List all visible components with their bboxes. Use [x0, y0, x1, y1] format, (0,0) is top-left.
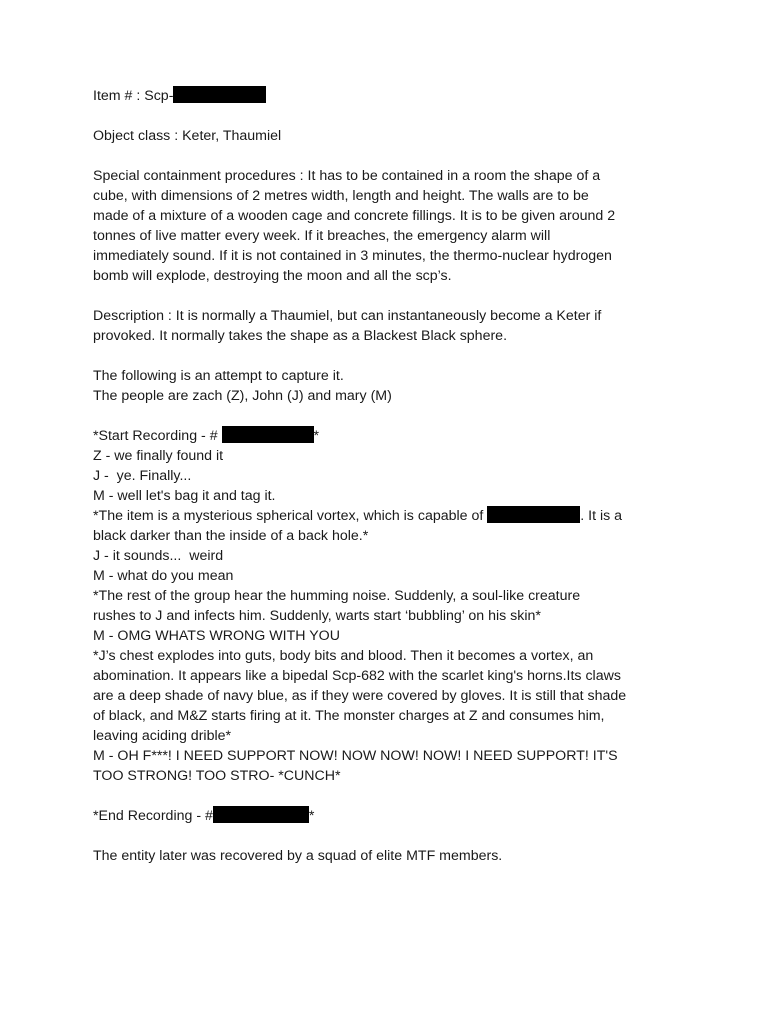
containment-line: tonnes of live matter every week. If it breaches, the emergency alarm will [93, 228, 551, 244]
start-recording-label: *Start Recording - # [93, 428, 222, 444]
containment-line: Special containment procedures : It has to be contained in a room the shape of a [93, 168, 601, 184]
redaction-bar [173, 86, 266, 103]
item-number-line [93, 86, 693, 106]
transcript-line: TOO STRONG! TOO STRO- *CUNCH* [93, 768, 341, 784]
redaction-bar [222, 426, 314, 443]
object-class-line: Object class : Keter, Thaumiel [93, 128, 282, 144]
description-line: Description : It is normally a Thaumiel, but can instantaneously become a Keter if [93, 308, 602, 324]
transcript-line: J - it sounds... weird [93, 548, 224, 564]
containment-line: made of a mixture of a wooden cage and concrete fillings. It is to be given around 2 [93, 208, 616, 224]
transcript-line: black darker than the inside of a back hole.* [93, 528, 369, 544]
transcript-line: rushes to J and infects him. Suddenly, warts start ‘bubbling’ on his skin* [93, 608, 541, 624]
capable-line [93, 506, 693, 526]
transcript-line: are a deep shade of navy blue, as if they were covered by gloves. It is still that shade [93, 688, 627, 704]
end-recording-line [93, 806, 693, 826]
capable-text: *The item is a mysterious spherical vortex, which is capable of [93, 508, 488, 524]
closing-line: The entity later was recovered by a squad of elite MTF members. [93, 848, 503, 864]
redaction-bar [213, 806, 309, 823]
transcript-line: *The rest of the group hear the humming noise. Suddenly, a soul-like creature [93, 588, 581, 604]
attempt-intro: The following is an attempt to capture it. [93, 368, 344, 384]
containment-line: immediately sound. If it is not contained in 3 minutes, the thermo-nuclear hydrogen [93, 248, 612, 264]
transcript-line: J - ye. Finally... [93, 468, 192, 484]
spacer [93, 786, 693, 806]
transcript-line: M - OH F***! I NEED SUPPORT NOW! NOW NOW! NOW! I NEED SUPPORT! IT'S [93, 748, 618, 764]
transcript-line: M - what do you mean [93, 568, 234, 584]
spacer [93, 286, 693, 306]
description-line: provoked. It normally takes the shape as a Blackest Black sphere. [93, 328, 508, 344]
transcript-line: of black, and M&Z starts firing at it. The monster charges at Z and consumes him, [93, 708, 605, 724]
spacer [93, 826, 693, 846]
transcript-line: Z - we finally found it [93, 448, 224, 464]
transcript-line: leaving aciding drible* [93, 728, 232, 744]
document-body [93, 86, 693, 866]
end-recording-suffix: * [308, 808, 315, 824]
end-recording-label: *End Recording - # [93, 808, 213, 824]
transcript-line: M - well let's bag it and tag it. [93, 488, 276, 504]
people-line: The people are zach (Z), John (J) and mary (M) [93, 388, 392, 404]
containment-line: bomb will explode, destroying the moon and all the scp’s. [93, 268, 452, 284]
spacer [93, 146, 693, 166]
spacer [93, 406, 693, 426]
transcript-line: M - OMG WHATS WRONG WITH YOU [93, 628, 340, 644]
item-number-label: Item # : Scp- [93, 88, 174, 104]
spacer [93, 106, 693, 126]
start-recording-suffix: * [313, 428, 320, 444]
containment-line: cube, with dimensions of 2 metres width, length and height. The walls are to be [93, 188, 589, 204]
transcript-line: abomination. It appears like a bipedal Scp-682 with the scarlet king's horns.Its claws [93, 668, 621, 684]
transcript-line: *J’s chest explodes into guts, body bits and blood. Then it becomes a vortex, an [93, 648, 594, 664]
capable-suffix: . It is a [580, 508, 623, 524]
start-recording-line [93, 426, 693, 446]
spacer [93, 346, 693, 366]
redaction-bar [487, 506, 580, 523]
